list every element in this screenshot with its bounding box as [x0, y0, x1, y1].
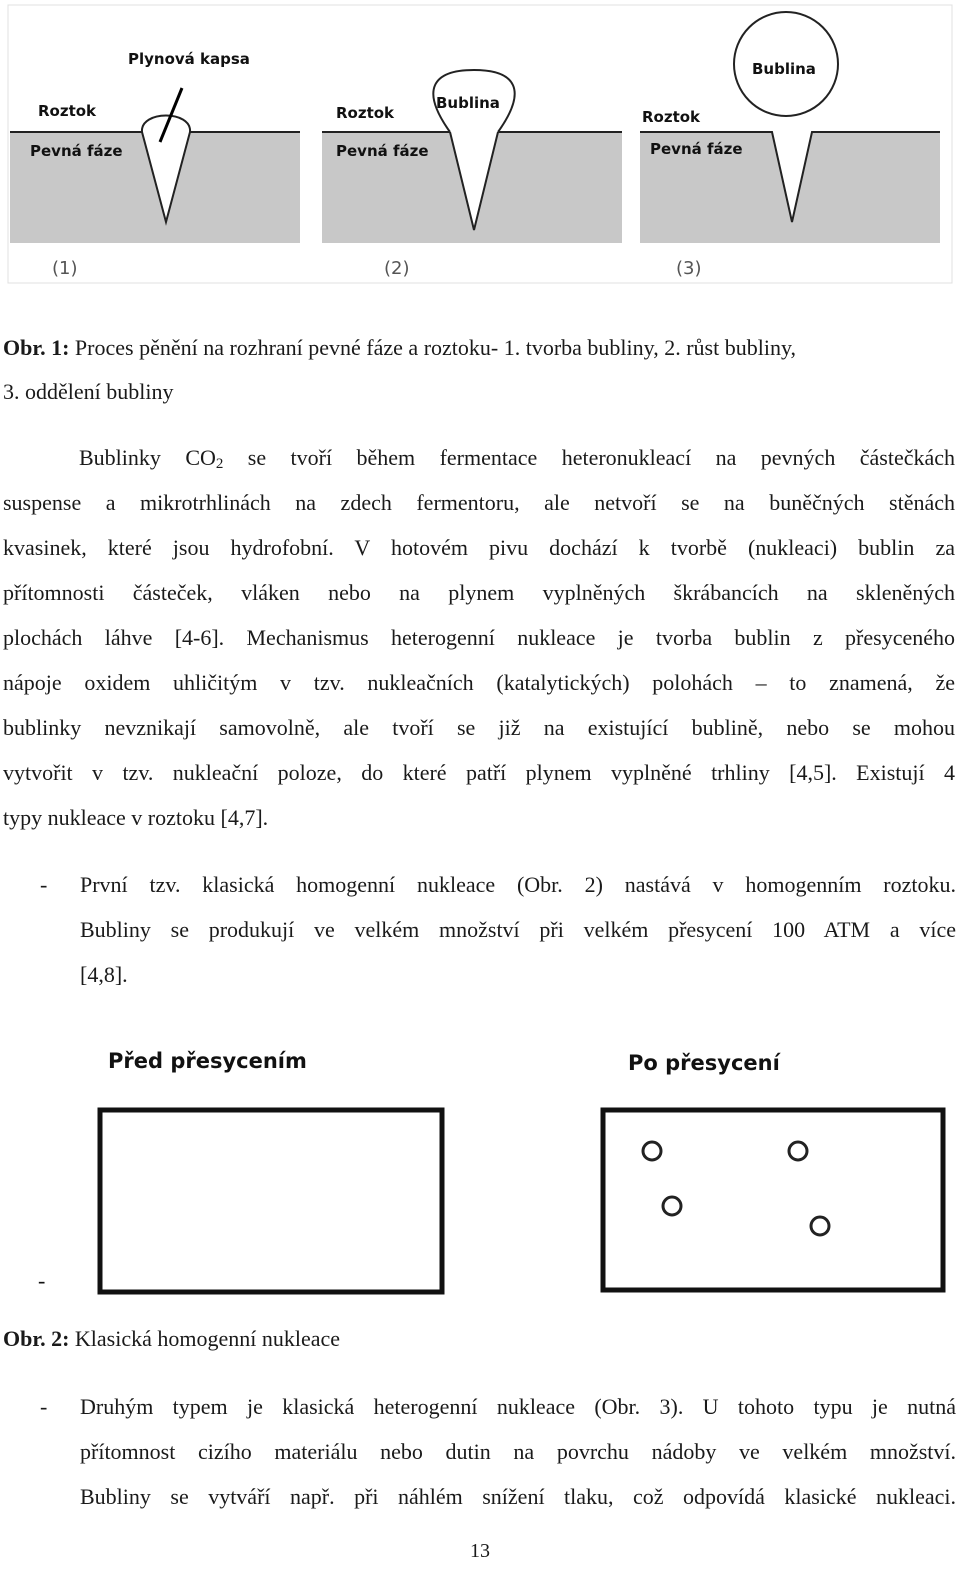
body-paragraph	[3, 435, 955, 840]
page-number: 13	[470, 1540, 490, 1562]
caption-1-prefix: Obr. 1:	[3, 335, 70, 360]
figure-2-homogeneous-nucleation	[0, 1030, 960, 1300]
label-gas-pocket: Plynová kapsa	[128, 50, 250, 68]
label-solid-2: Pevná fáze	[336, 142, 429, 160]
paragraph-line-6: nápoje oxidem uhličitým v tzv. nukleačních (katalytických) polohách – to znamená, že	[3, 670, 955, 695]
label-solution-1: Roztok	[38, 102, 97, 120]
panel-1	[10, 50, 300, 279]
label-solid-1: Pevná fáze	[30, 142, 123, 160]
paragraph-line-4: přítomnosti částeček, vláken nebo na plynem vyplněných škrábancích na skleněných	[3, 580, 955, 605]
bubble-4	[811, 1217, 829, 1235]
caption-2-prefix: Obr. 2:	[3, 1326, 70, 1351]
panel-3	[640, 12, 940, 279]
label-before-supersaturation: Před přesycením	[108, 1049, 307, 1073]
caption-2-text: Klasická homogenní nukleace	[74, 1326, 341, 1351]
list-1-line-1: První tzv. klasická homogenní nukleace (Obr. 2) nastává v homogenním roztoku.	[80, 872, 956, 897]
bubble-2	[789, 1142, 807, 1160]
panel-number-1: (1)	[52, 258, 78, 279]
list-item-2	[80, 1384, 956, 1519]
bubble-3	[663, 1197, 681, 1215]
list-2-line-3: Bubliny se vytváří např. při náhlém snížení tlaku, což odpovídá klasické nukleaci.	[80, 1484, 956, 1509]
paragraph-line-9: typy nukleace v roztoku [4,7].	[3, 805, 269, 830]
list-1-line-3: [4,8].	[80, 962, 128, 987]
paragraph-line-3: kvasinek, které jsou hydrofobní. V hotovém pivu dochází k tvorbě (nukleaci) bublin za	[3, 535, 955, 560]
caption-1-line-2: 3. oddělení bubliny	[3, 379, 174, 404]
caption-1-line-1: Proces pěnění na rozhraní pevné fáze a roztoku- 1. tvorba bubliny, 2. růst bubliny,	[74, 335, 797, 360]
list-2-line-2: přítomnost cizího materiálu nebo dutin na povrchu nádoby ve velkém množství.	[80, 1439, 956, 1464]
paragraph-line-7: bublinky nevznikají samovolně, ale tvoří se již na existující bublině, nebo se mohou	[3, 715, 955, 740]
panel-number-3: (3)	[676, 258, 702, 279]
paragraph-line-2: suspense a mikrotrhlinách na zdech fermentoru, ale netvoří se na buněčných stěnách	[3, 490, 955, 515]
label-solution-2: Roztok	[336, 104, 395, 122]
bubble-1	[643, 1142, 661, 1160]
box-before	[100, 1110, 442, 1292]
paragraph-line-1: Bublinky $CO_2$ se tvoří během fermentace heteronukleací na pevných částečkách	[79, 445, 955, 472]
paragraph-line-8: vytvořit v tzv. nukleační poloze, do které patří plynem vyplněné trhliny [4,5]. Existují 4	[3, 760, 955, 785]
label-solid-3: Pevná fáze	[650, 140, 743, 158]
figure-1-foaming-process	[0, 0, 960, 290]
figure-2-caption	[3, 1324, 957, 1354]
list-item-1	[80, 862, 956, 997]
stray-dash: -	[38, 1268, 46, 1293]
figure-1-caption	[3, 333, 957, 407]
paragraph-line-5: plochách láhve [4-6]. Mechanismus heterogenní nukleace je tvorba bublin z přesyceného	[3, 625, 955, 650]
label-after-supersaturation: Po přesycení	[628, 1051, 780, 1075]
label-solution-3: Roztok	[642, 108, 701, 126]
list-1-line-2: Bubliny se produkují ve velkém množství při velkém přesycení 100 ATM a více	[80, 917, 956, 942]
list-2-line-1: Druhým typem je klasická heterogenní nukleace (Obr. 3). U tohoto typu je nutná	[80, 1394, 956, 1419]
label-bubble-3: Bublina	[752, 60, 816, 78]
box-after	[603, 1110, 943, 1290]
label-bubble-2: Bublina	[436, 94, 500, 112]
list-1-dash: -	[40, 872, 48, 897]
panel-2	[322, 70, 622, 279]
list-2-dash: -	[40, 1394, 48, 1419]
panel-number-2: (2)	[384, 258, 410, 279]
